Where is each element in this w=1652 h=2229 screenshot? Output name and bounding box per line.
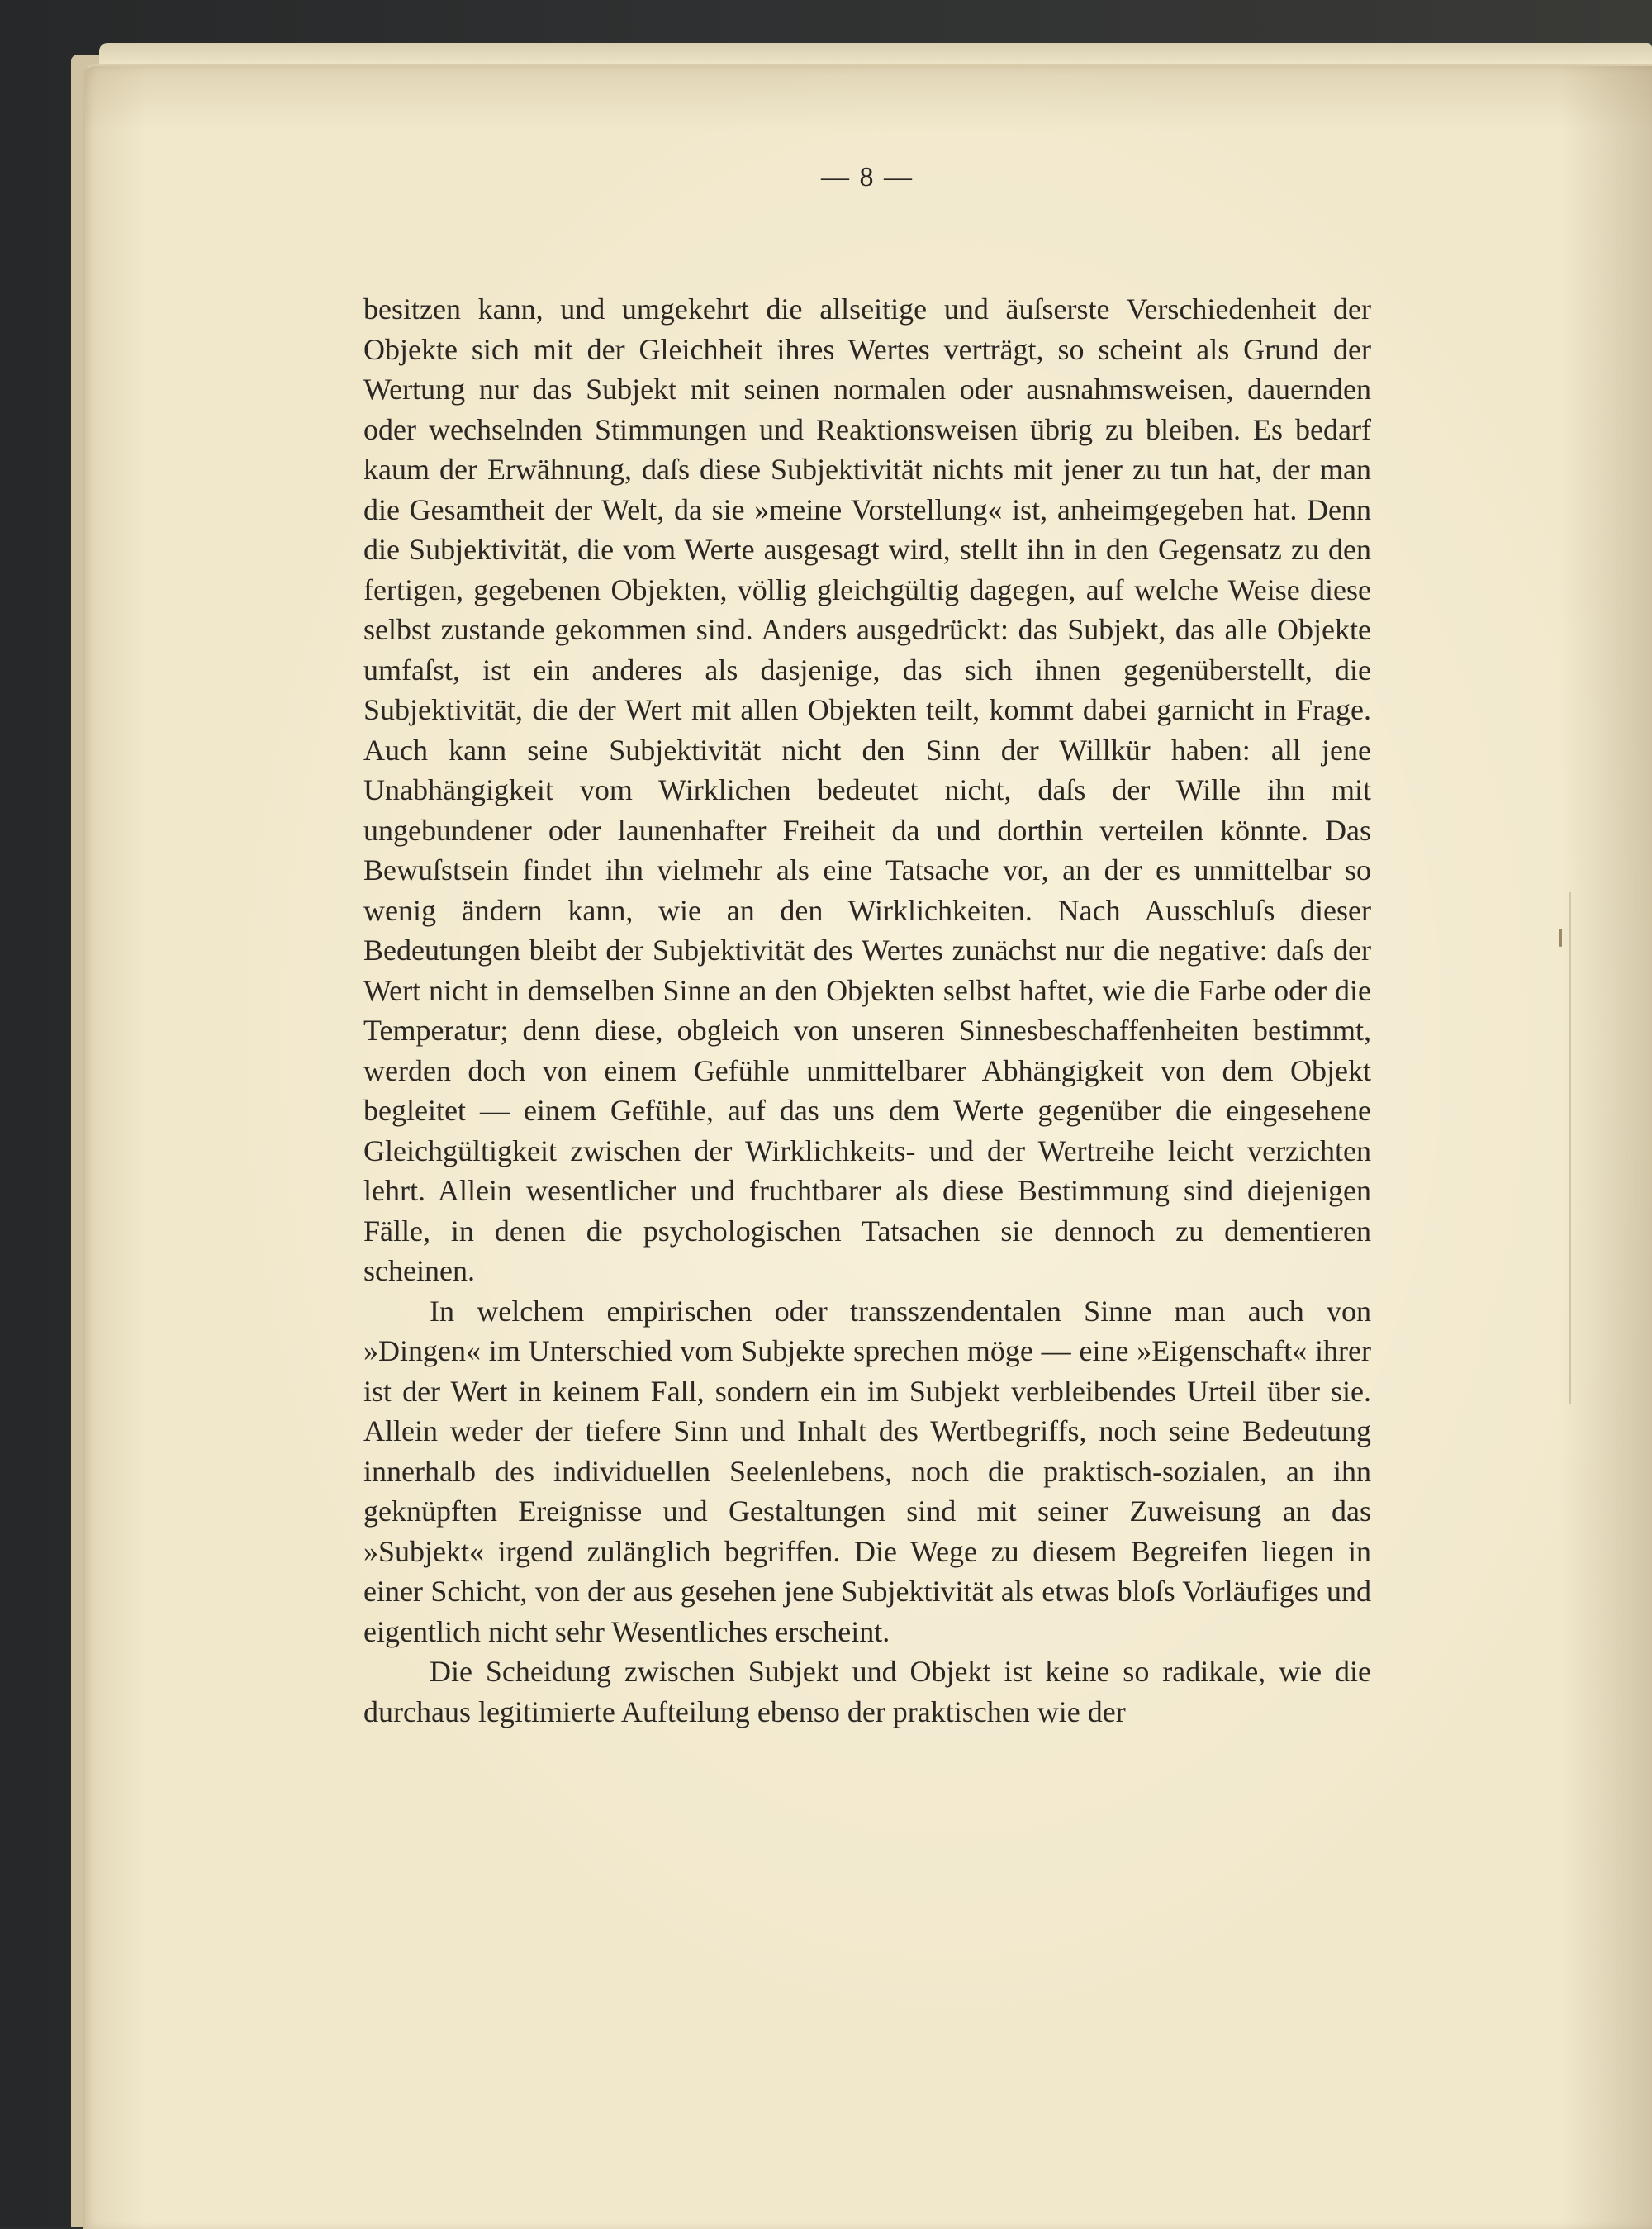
page-number: — 8 —	[821, 162, 914, 192]
paragraph-3: Die Scheidung zwischen Subjekt und Objekt ist keine so radikale, wie die durchaus legitimierte Aufteilung ebenso der praktischen wie der	[363, 1655, 1371, 1728]
page-fold-line	[1569, 892, 1571, 1404]
margin-mark	[1559, 929, 1562, 947]
paragraph-1: besitzen kann, und umgekehrt die allseitige und äuſserste Verschiedenheit der Objekte sich mit der Gleichheit ihres Wertes verträgt, so scheint als Grund der Wertung nur das Subjekt mit seinen normalen oder ausnahmsweisen, dauernden oder wechselnden Stimmungen und Reaktionsweisen übrig zu bleiben. Es bedarf kaum der Erwähnung, daſs diese Subjektivität nichts mit jener zu tun hat, der man die Gesamtheit der Welt, da sie »meine Vorstellung« ist, anheimgegeben hat. Denn die Subjektivität, die vom Werte ausgesagt wird, stellt ihn in den Gegensatz zu den fertigen, gegebenen Objekten, völlig gleichgültig dagegen, auf welche Weise diese selbst zustande gekommen sind. Anders ausgedrückt: das Subjekt, das alle Objekte umfaſst, ist ein anderes als dasjenige, das sich ihnen gegenüberstellt, die Subjektivität, die der Wert mit allen Objekten teilt, kommt dabei garnicht in Frage. Auch kann seine Subjektivität nicht den Sinn der Willkür haben: all jene Unabhängigkeit vom Wirklichen bedeutet nicht, daſs der Wille ihn mit ungebundener oder launenhafter Freiheit da und dorthin verteilen könnte. Das Bewuſstsein findet ihn vielmehr als eine Tatsache vor, an der es unmittelbar so wenig ändern kann, wie an den Wirklichkeiten. Nach Ausschluſs dieser Bedeutungen bleibt der Subjektivität des Wertes zunächst nur die negative: daſs der Wert nicht in demselben Sinne an den Objekten selbst haftet, wie die Farbe oder die Temperatur; denn diese, obgleich von unseren Sinnesbeschaffenheiten bestimmt, werden doch von einem Gefühle unmittelbarer Abhängigkeit von dem Objekt begleitet — einem Gefühle, auf das uns dem Werte gegenüber die eingesehene Gleichgültigkeit zwischen der Wirklichkeits- und der Wertreihe leicht verzichten lehrt. Allein wesentlicher und fruchtbarer als diese Bestimmung sind diejenigen Fälle, in denen die psychologischen Tatsachen sie dennoch zu dementieren scheinen.	[363, 292, 1371, 1287]
paragraph-2: In welchem empirischen oder transszendentalen Sinne man auch von »Dingen« im Unterschied vom Subjekte sprechen möge — eine »Eigenschaft« ihrer ist der Wert in keinem Fall, sondern ein im Subjekt verbleibendes Urteil über sie. Allein weder der tiefere Sinn und Inhalt des Wertbegriffs, noch seine Bedeutung innerhalb des individuellen Seelenlebens, noch die praktisch-sozialen, an ihn geknüpften Ereignisse und Gestaltungen sind mit seiner Zuweisung an das »Subjekt« irgend zulänglich begriffen. Die Wege zu diesem Begreifen liegen in einer Schicht, von der aus gesehen jene Subjektivität als etwas bloſs Vorläufiges und eigentlich nicht sehr Wesentliches erscheint.	[363, 1294, 1371, 1648]
body-text	[363, 289, 1371, 1732]
